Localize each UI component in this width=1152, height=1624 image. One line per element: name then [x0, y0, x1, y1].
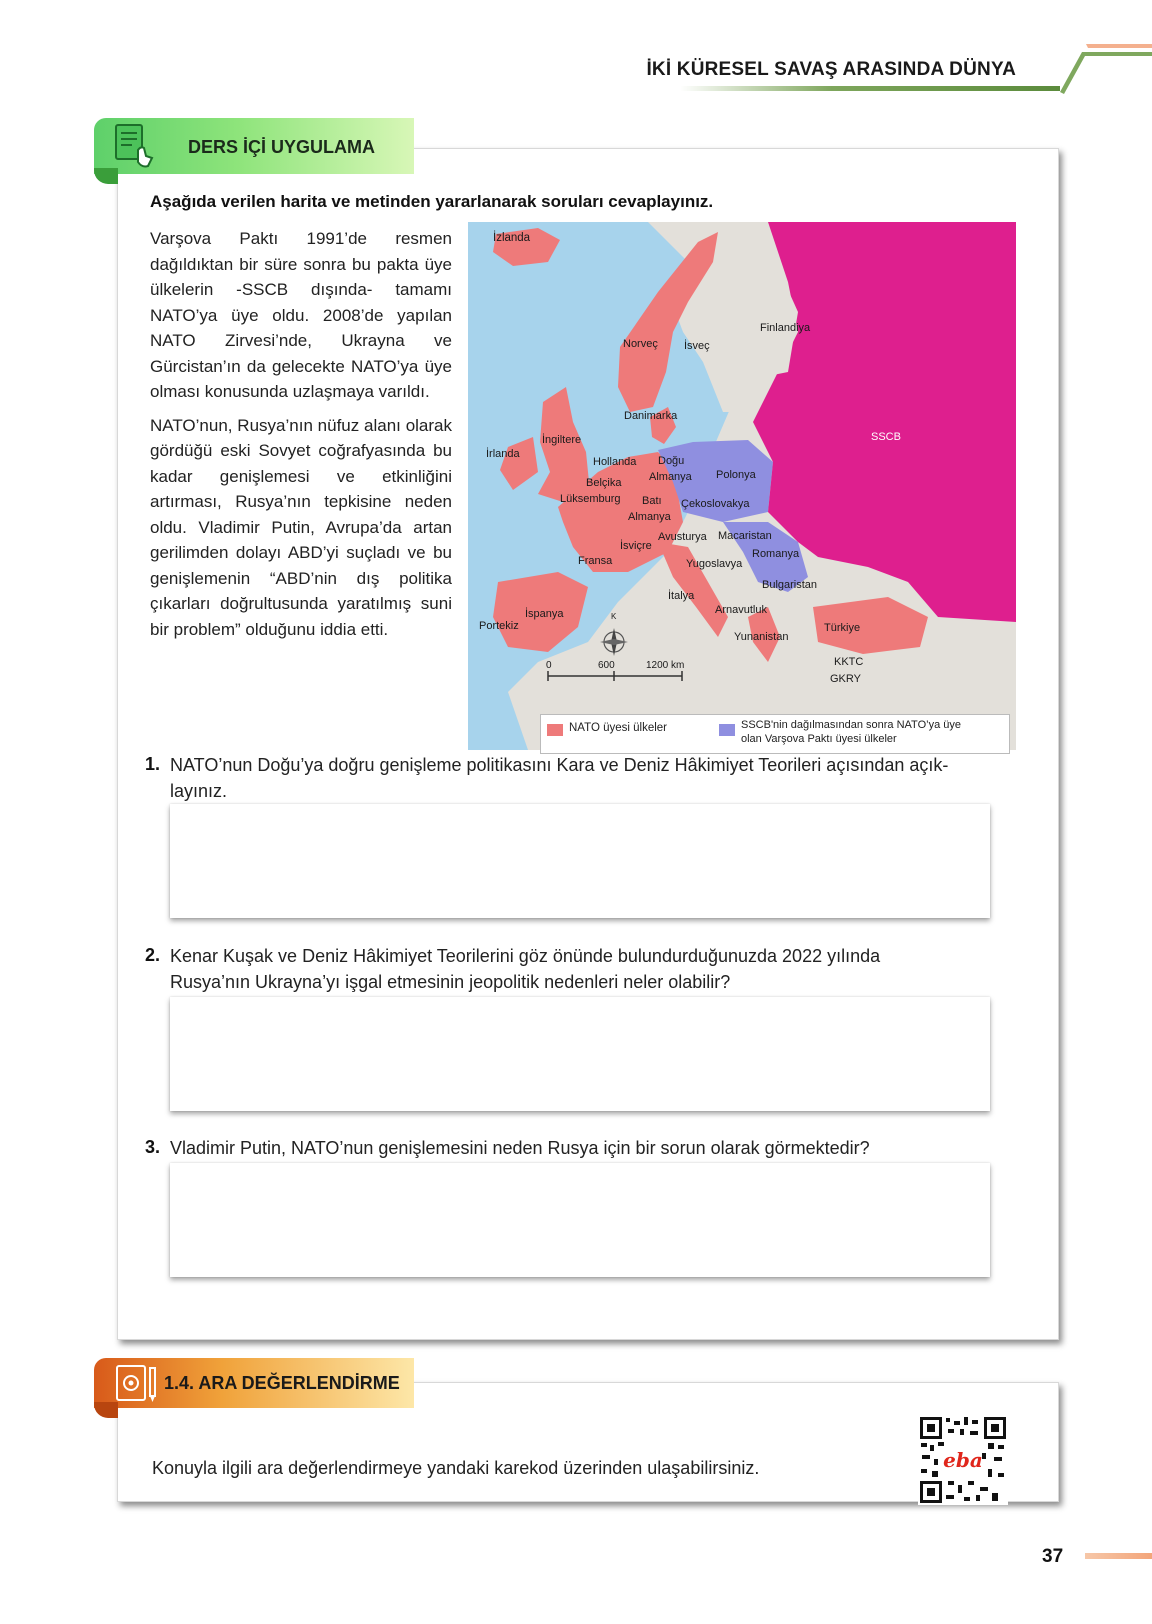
header-decoration [1060, 44, 1152, 94]
map-label: Yunanistan [734, 631, 789, 643]
map-label: İngiltere [542, 434, 582, 446]
map-label: İzlanda [493, 232, 531, 244]
question-text [170, 752, 1000, 804]
map-label: İrlanda [486, 448, 520, 460]
footer-rule [1085, 1553, 1152, 1559]
map-label: Belçika [586, 477, 622, 489]
europe-nato-map [468, 222, 1016, 750]
map-label: Lüksemburg [560, 493, 621, 505]
paragraph: Varşova Paktı 1991’de resmen dağıldıktan bir süre sonra bu pakta üye ülkelerin -SSCB dışında- tamamı NATO’ya üye oldu. 2008’de yapılan NATO Zirvesi’nde, Ukrayna ve Gürcistan’ın da gelecekte NATO’ya üye olması konusunda uzlaşmaya varıldı. [150, 229, 452, 401]
question-number: 3. [145, 1137, 161, 1157]
question-line: Kenar Kuşak ve Deniz Hâkimiyet Teorilerini göz önünde bulundurduğunuzda 2022 yılında [170, 946, 881, 966]
qr-logo-text: eba [943, 1448, 983, 1472]
map-label: Arnavutluk [715, 604, 767, 616]
qr-code[interactable] [918, 1415, 1008, 1505]
page-number: 37 [1042, 1546, 1064, 1567]
map-label: İsveç [684, 340, 710, 352]
evaluation-icon [114, 1362, 162, 1406]
map-label: Portekiz [479, 620, 519, 632]
evaluation-text: Konuyla ilgili ara değerlendirmeye yandaki karekod üzerinden ulaşabilirsiniz. [152, 1458, 760, 1478]
scale-label: 600 [598, 660, 615, 671]
map-label: Batı [642, 495, 662, 507]
legend-swatch-nato [547, 724, 563, 736]
instruction-text: Aşağıda verilen harita ve metinden yararlanarak soruları cevaplayınız. [150, 192, 714, 211]
question-number: 1. [145, 754, 161, 774]
map-label: SSCB [871, 431, 901, 443]
map-label: Fransa [578, 555, 613, 567]
compass-icon [596, 618, 632, 658]
activity-tab-fold [94, 168, 118, 184]
scale-label: 0 [546, 660, 552, 671]
map-label: KKTC [834, 656, 864, 668]
map-label: Norveç [623, 338, 658, 350]
map-label: Doğu [658, 455, 685, 467]
legend-label-nato: NATO üyesi ülkeler [569, 722, 667, 734]
scale-label: 1200 km [646, 660, 685, 671]
reading-text [150, 226, 452, 650]
map-legend [540, 714, 1010, 754]
answer-box[interactable] [170, 1163, 990, 1277]
map-label: Yugoslavya [686, 558, 743, 570]
map-label: Çekoslovakya [681, 498, 750, 510]
evaluation-tab-label: 1.4. ARA DEĞERLENDİRME [164, 1373, 400, 1393]
map-label: Finlandiya [760, 322, 811, 334]
question-line: layınız. [170, 781, 228, 801]
map-label: Almanya [649, 471, 692, 483]
map-label: Polonya [716, 469, 756, 481]
map-label: Romanya [752, 548, 800, 560]
answer-box[interactable] [170, 997, 990, 1111]
compass-north-label: K [611, 612, 617, 621]
paragraph: NATO’nun, Rusya’nın nüfuz alanı olarak gördüğü eski Sovyet coğrafyasında bu kadar genişlemesi ve etkinliğini artırması, Rusya’nın tepkisine neden oldu. Vladimir Putin, Avrupa’da artan gerilimden dolayı ABD’yi suçladı ve bu genişlemenin “ABD’nin dış politika çıkarları doğrultusunda yaratılmış suni bir problem” olduğunu iddia etti. [150, 415, 452, 639]
question-text [170, 943, 1000, 995]
worksheet-icon [112, 122, 156, 170]
map-label: Bulgaristan [762, 579, 818, 591]
answer-box[interactable] [170, 804, 990, 918]
question-text [170, 1135, 1000, 1161]
chapter-title: İKİ KÜRESEL SAVAŞ ARASINDA DÜNYA [646, 59, 1016, 80]
map-label: Almanya [628, 511, 671, 523]
activity-tab-label: DERS İÇİ UYGULAMA [188, 137, 376, 157]
map-label: Hollanda [593, 456, 637, 468]
map-label: İsviçre [620, 540, 652, 552]
legend-label-warsaw-2: olan Varşova Paktı üyesi ülkeler [741, 733, 897, 745]
legend-label-warsaw-1: SSCB'nin dağılmasından sonra NATO’ya üye [741, 719, 961, 731]
header-rule [680, 86, 1060, 91]
question-number: 2. [145, 945, 161, 965]
map-label: Avusturya [658, 531, 707, 543]
map-label: İspanya [525, 608, 564, 620]
question-line: Rusya’nın Ukrayna’yı işgal etmesinin jeopolitik nedenleri neler olabilir? [170, 972, 731, 992]
map-label: Macaristan [718, 530, 772, 542]
map-label: Türkiye [824, 622, 861, 634]
map-label: Danimarka [624, 410, 678, 422]
question-line: Vladimir Putin, NATO’nun genişlemesini neden Rusya için bir sorun olarak görmektedir? [170, 1138, 870, 1158]
map-label: İtalya [668, 590, 695, 602]
question-line: NATO’nun Doğu’ya doğru genişleme politikasını Kara ve Deniz Hâkimiyet Teorileri açısından açık- [170, 755, 949, 775]
map-label: GKRY [830, 673, 861, 685]
legend-swatch-warsaw [719, 724, 735, 736]
